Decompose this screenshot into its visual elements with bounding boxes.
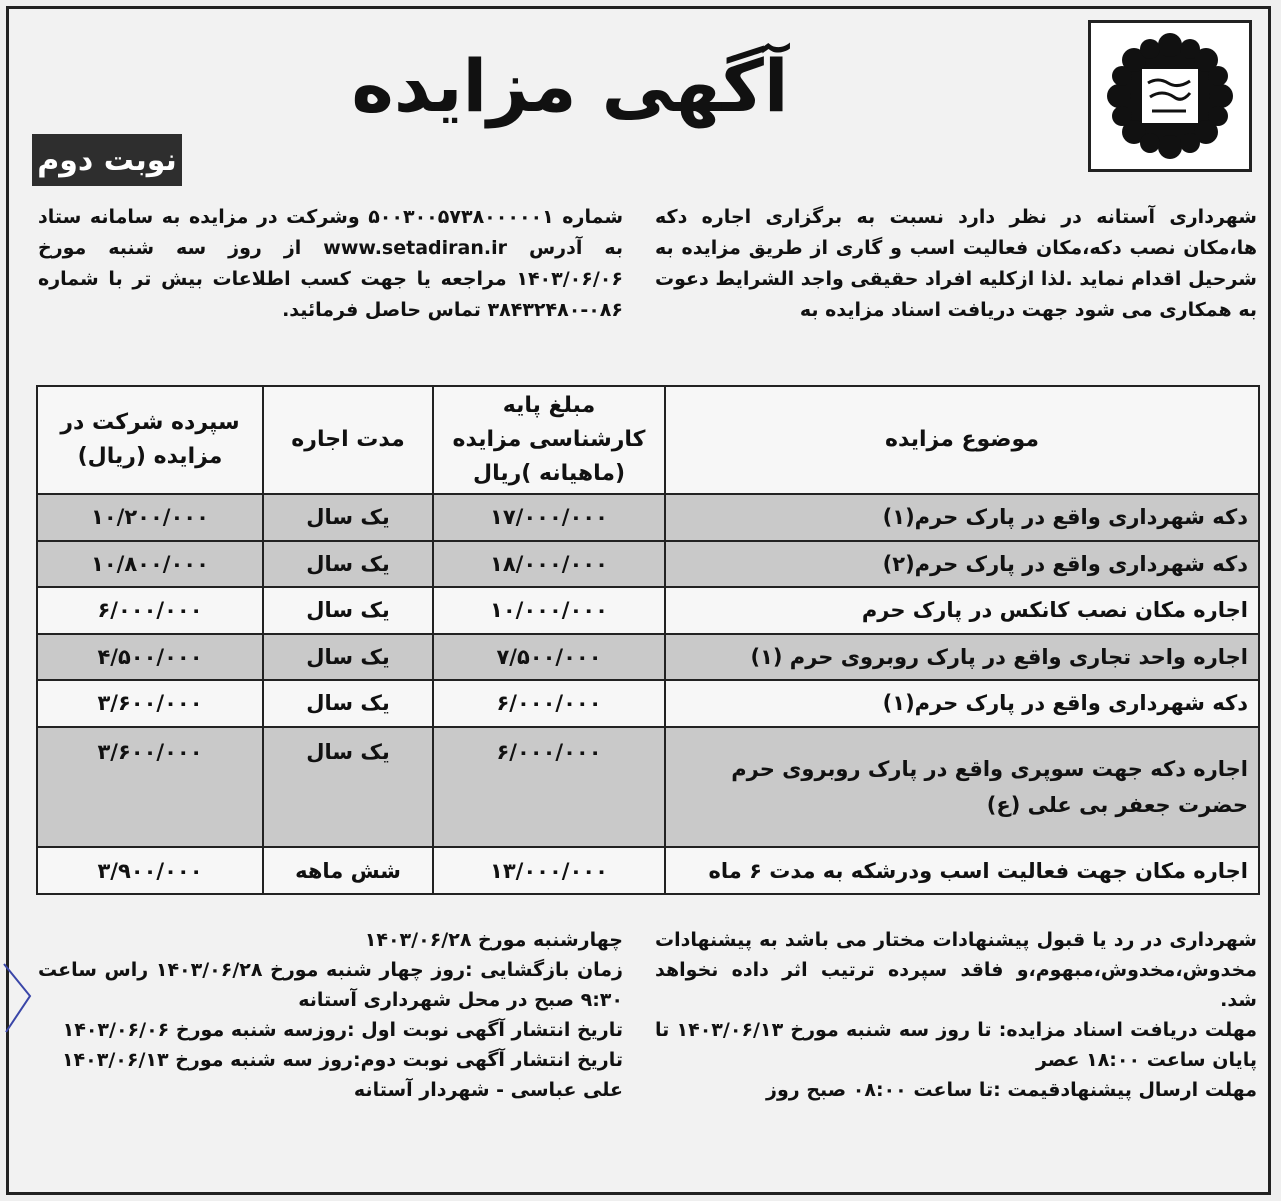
- second-publication-date: تاریخ انتشار آگهی نوبت دوم:روز سه شنبه مورخ ۱۴۰۳/۰۶/۱۳: [61, 1049, 623, 1071]
- cell-deposit: ۳/۶۰۰/۰۰۰: [37, 727, 263, 848]
- cell-subject: اجاره دکه جهت سوپری واقع در پارک روبروی حرم حضرت جعفر بی علی (ع): [665, 727, 1259, 848]
- header-deposit: سپرده شرکت در مزایده (ریال): [37, 386, 263, 494]
- notice-round-badge: نوبت دوم: [32, 134, 182, 186]
- footer-column-right: [655, 925, 1257, 1105]
- cell-duration: یک سال: [263, 727, 433, 848]
- table-row: [37, 494, 1259, 541]
- cell-base-price: ۱۸/۰۰۰/۰۰۰: [433, 541, 665, 588]
- cell-deposit: ۱۰/۲۰۰/۰۰۰: [37, 494, 263, 541]
- cell-base-price: ۱۰/۰۰۰/۰۰۰: [433, 587, 665, 634]
- cell-subject: دکه شهرداری واقع در پارک حرم(۱): [665, 680, 1259, 727]
- cell-subject: اجاره مکان نصب کانکس در پارک حرم: [665, 587, 1259, 634]
- header-base-price: مبلغ پایه کارشناسی مزایده (ماهیانه )ریال: [433, 386, 665, 494]
- cell-subject: اجاره واحد تجاری واقع در پارک روبروی حرم (۱): [665, 634, 1259, 681]
- header-subject: موضوع مزایده: [665, 386, 1259, 494]
- cell-base-price: ۱۳/۰۰۰/۰۰۰: [433, 847, 665, 894]
- intro-paragraph-left: شماره ۵۰۰۳۰۰۵۷۳۸۰۰۰۰۰۱ وشرکت در مزایده به سامانه ستاد به آدرس www.setadiran.ir از روز سه شنبه مورخ ۱۴۰۳/۰۶/۰۶ مراجعه یا جهت کسب اطلاعات بیش تر با شماره ۰۸۶-۳۸۴۳۲۴۸۰ تماس حاصل فرمائید.: [38, 206, 624, 321]
- pen-mark-icon: [0, 960, 40, 1040]
- municipality-logo-icon: [1100, 31, 1240, 161]
- cell-deposit: ۱۰/۸۰۰/۰۰۰: [37, 541, 263, 588]
- signature-line: علی عباسی - شهردار آستانه: [353, 1079, 623, 1101]
- cell-deposit: ۶/۰۰۰/۰۰۰: [37, 587, 263, 634]
- cell-duration: یک سال: [263, 680, 433, 727]
- cell-subject: دکه شهرداری واقع در پارک حرم(۱): [665, 494, 1259, 541]
- cell-deposit: ۳/۶۰۰/۰۰۰: [37, 680, 263, 727]
- auction-table: [36, 385, 1260, 895]
- docs-deadline: مهلت دریافت اسناد مزایده: تا روز سه شنبه مورخ ۱۴۰۳/۰۶/۱۳ تا پایان ساعت ۱۸:۰۰ عصر: [655, 1019, 1258, 1071]
- rights-statement: شهرداری در رد یا قبول پیشنهادات مختار می باشد به پیشنهادات مخدوش،مخدوش،مبهوم،و فاقد سپرده ترتیب اثر داده نخواهد شد.: [655, 929, 1257, 1011]
- table-row: [37, 727, 1259, 848]
- table-row: [37, 680, 1259, 727]
- bid-deadline: مهلت ارسال پیشنهادقیمت :تا ساعت ۰۸:۰۰ صبح روز: [766, 1079, 1257, 1101]
- table-row: [37, 541, 1259, 588]
- cell-base-price: ۷/۵۰۰/۰۰۰: [433, 634, 665, 681]
- cell-deposit: ۳/۹۰۰/۰۰۰: [37, 847, 263, 894]
- cell-duration: یک سال: [263, 494, 433, 541]
- cell-duration: یک سال: [263, 587, 433, 634]
- municipality-logo: [1088, 20, 1252, 172]
- first-publication-date: تاریخ انتشار آگهی نوبت اول :روزسه شنبه مورخ ۱۴۰۳/۰۶/۰۶: [62, 1019, 623, 1041]
- header-duration: مدت اجاره: [263, 386, 433, 494]
- table-header-row: [37, 386, 1259, 494]
- cell-subject: اجاره مکان جهت فعالیت اسب ودرشکه به مدت ۶ ماه: [665, 847, 1259, 894]
- cell-duration: شش ماهه: [263, 847, 433, 894]
- bid-deadline-continued: چهارشنبه مورخ ۱۴۰۳/۰۶/۲۸: [364, 929, 623, 951]
- cell-deposit: ۴/۵۰۰/۰۰۰: [37, 634, 263, 681]
- table-row: [37, 634, 1259, 681]
- footer-column-left: [38, 925, 623, 1105]
- cell-duration: یک سال: [263, 634, 433, 681]
- opening-time: زمان بازگشایی :روز چهار شنبه مورخ ۱۴۰۳/۰۶/۲۸ راس ساعت ۹:۳۰ صبح در محل شهرداری آستانه: [38, 959, 623, 1011]
- table-row: [37, 587, 1259, 634]
- cell-base-price: ۱۷/۰۰۰/۰۰۰: [433, 494, 665, 541]
- page-title: آگهی مزایده: [351, 44, 789, 128]
- cell-duration: یک سال: [263, 541, 433, 588]
- cell-base-price: ۶/۰۰۰/۰۰۰: [433, 680, 665, 727]
- intro-paragraph-right: شهرداری آستانه در نظر دارد نسبت به برگزاری اجاره دکه ها،مکان نصب دکه،مکان فعالیت اسب و گاری از طریق مزایده به شرحیل اقدام نماید .لذا ازکلیه افراد حقیقی واجد الشرایط دعوت به همکاری می شود جهت دریافت اسناد مزایده به: [655, 206, 1257, 321]
- cell-base-price: ۶/۰۰۰/۰۰۰: [433, 727, 665, 848]
- cell-subject: دکه شهرداری واقع در پارک حرم(۲): [665, 541, 1259, 588]
- table-row: [37, 847, 1259, 894]
